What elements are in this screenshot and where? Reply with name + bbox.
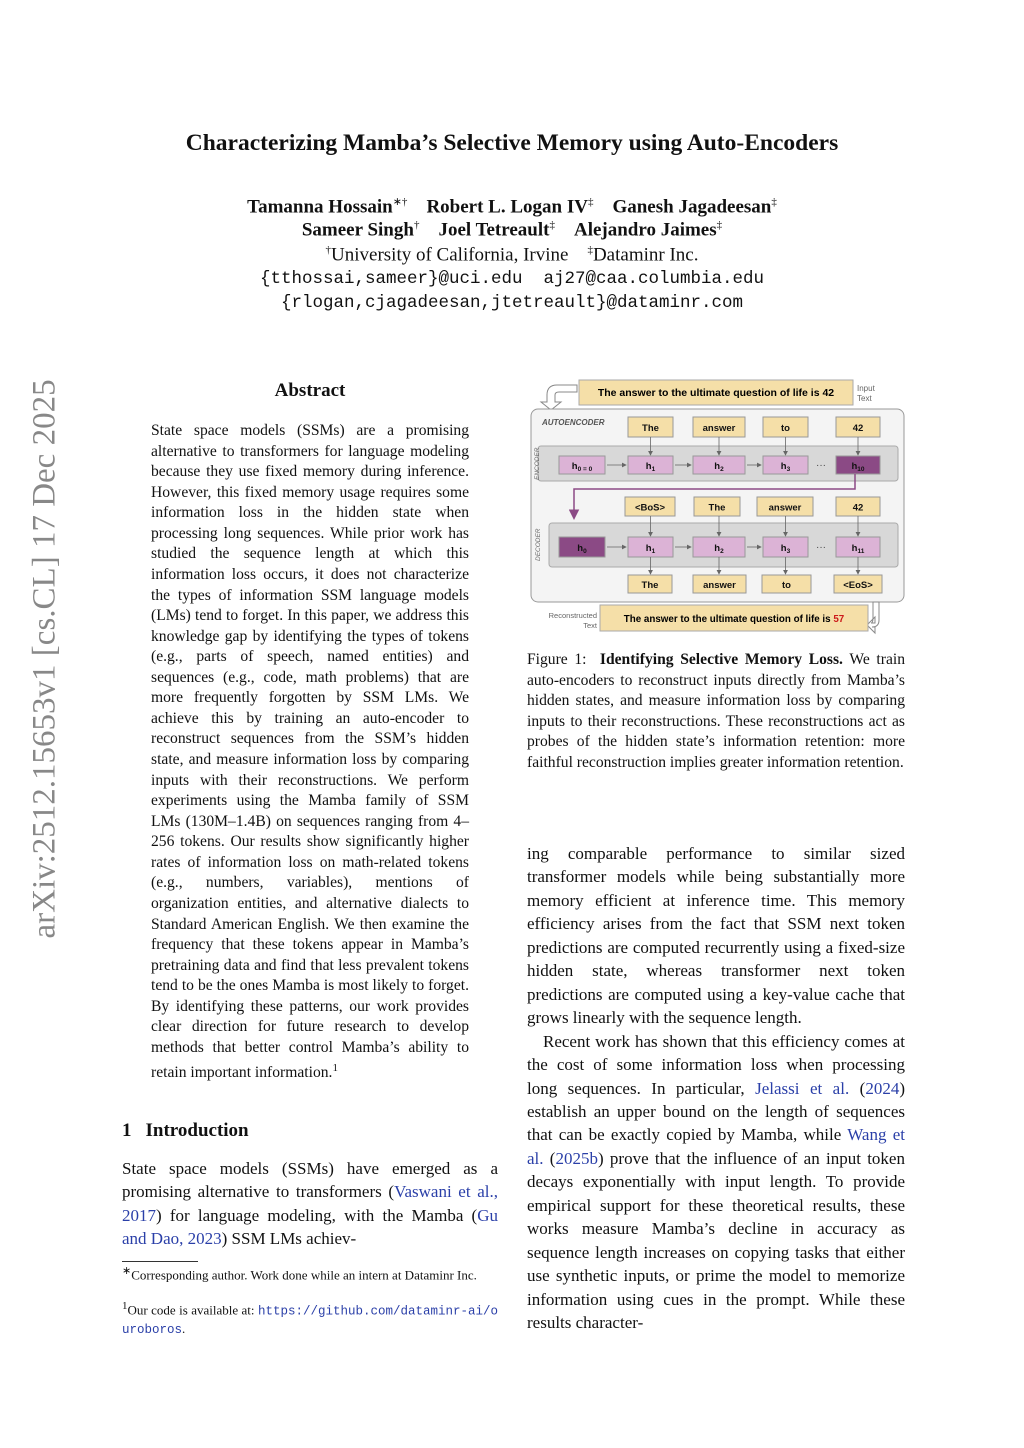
arxiv-identifier: arXiv:2512.15653v1 [cs.CL] 17 Dec 2025 [26,379,63,939]
code-link[interactable]: https://github.com/dataminr-ai/ouroboros [122,1304,498,1338]
reconstructed-label: Text [583,621,597,630]
footnote-2 [122,1298,498,1339]
text: Recent work has shown that this efficiency comes at the cost of some information loss when processing long sequences. In particular, [527,1031,905,1098]
footnote-mark: 1 [122,1300,128,1312]
emails-line-1 [0,269,1024,289]
decoder-output-token-label: to [782,580,791,591]
encoder-token-label: answer [702,423,736,434]
input-label: Text [857,394,872,403]
footnote-rule [122,1261,198,1262]
affiliation: Dataminr Inc. [592,244,699,266]
decoder-output-token-label: The [641,580,659,591]
citation-year-link[interactable]: 2025b [555,1148,598,1168]
decoder-input-token-label: <BoS> [634,502,666,514]
abstract-heading: Abstract [274,380,346,401]
emails-line-2 [0,293,1024,313]
section-title: Introduction [145,1120,249,1141]
abstract-body: State space models (SSMs) are a promising alternative to transformers for language modeling because they use fixed memory during inference. However, this fixed memory usage requires some information loss in the hidden state when processing long sequences. While prior work has studied the sequence length at which this information loss occurs, it does not characterize the types of information SSM language models (LMs) tend to forget. In this paper, we address this knowledge gap by identifying the types of tokens (e.g., parts of speech, named entities) and sequences (e.g., code, math problems) that are more frequently forgotten by SSM LMs. We achieve this by training an auto-encoder to reconstruct sequences from the SSM’s hidden state, and measure information loss by comparing inputs with their reconstructions. We perform experiments using the Mamba family of SSM LMs (130M–1.4B) on sequences ranging from 4–256 tokens. Our results show significantly higher rates of information loss on math-related tokens (e.g., numbers, variables), mentions of organization entities, and alternative dialects to Standard American English. We then examine the frequency that these tokens appear in Mamba’s pretraining data and find that less prevalent tokens tend to be the ones Mamba is most likely to forget. By identifying these patterns, our work provides clear direction for future research to develop methods that better control Mamba’s ability to retain important information. [151,422,469,1082]
decoder-input-token-label: The [708,502,726,514]
section-number: 1 [122,1120,132,1141]
citation-link[interactable]: Jelassi et al. [755,1078,850,1098]
affiliation: University of California, Irvine [331,244,569,266]
author: Ganesh Jagadeesan [612,196,772,218]
text: ) for language modeling, with the Mamba ( [156,1205,478,1225]
autoencoder-label: AUTOENCODER [542,418,605,427]
email: {rlogan,cjagadeesan,jtetreault}@dataminr.com [280,293,744,313]
caption-label: Figure 1: [527,651,587,668]
affiliation-mark: † [325,244,332,256]
email: aj27@caa.columbia.edu [543,269,765,289]
decoder-input-token-label: 42 [852,502,864,514]
citation-link[interactable]: Vaswani et al., 2017 [122,1182,498,1225]
author-mark: ‡ [771,196,777,208]
author-mark: ‡ [716,219,723,231]
author-mark: ‡ [587,196,594,208]
footnote-text: Our code is available at: [127,1302,258,1318]
footnote-text: Corresponding author. Work done while an intern at Dataminr Inc. [131,1267,477,1283]
reconstructed-text [624,614,845,625]
author: Alejandro Jaimes [573,219,717,241]
author-line-1 [0,195,1024,218]
figure-caption [527,650,905,774]
reconstructed-body: The answer to the ultimate question of life is [623,614,834,625]
encoder-token-label: 42 [852,423,864,434]
text: State space models (SSMs) have emerged as a promising alternative to transformers ( [122,1159,498,1202]
decoder-hidden-state-label: $h_{11}$ [851,543,865,555]
email: {tthossai,sameer}@uci.edu [259,269,523,289]
encoder-hidden-state-label: $h_{0 = 0}$ [571,461,593,473]
paragraph: Recent work has shown that this efficiency comes at the cost of some information loss when processing long sequences. In particular, Jelassi et al. (2024) establish an upper bound on the length of sequences that can be exactly copied by Mamba, while Wang et al. (2025b) prove that the influence of an input token decays exponentially with input length. To provide empirical support for these theoretical results, these works measure Mamba’s decline in accuracy as sequence length increases on copying tasks that either use synthetic inputs, or prime the model to memorize information using cues in the prompt. While these results character- [527,1031,906,1333]
encoder-hidden-state-label: $h_{10}$ [851,461,865,473]
decoder-hidden-state-label: $h_2$ [714,543,724,555]
input-label: Input [857,384,875,393]
abstract-text [151,421,469,1084]
decoder-hidden-state-label: $h_0$ [577,543,587,555]
author: Robert L. Logan IV [426,196,588,218]
section-heading-introduction [122,1120,263,1142]
figure-autoencoder-diagram [527,375,912,640]
citation-link[interactable]: Gu and Dao, 2023 [122,1205,498,1248]
paper-title: Characterizing Mamba’s Selective Memory using Auto-Encoders [185,130,839,156]
author-line-2 [0,219,1024,241]
reconstruction-error: 57 [833,614,845,625]
reconstructed-label: Reconstructed [548,611,597,620]
intro-paragraph [122,1157,498,1250]
curved-arrow-icon [541,385,577,410]
encoder-hidden-state-label: $h_3$ [780,461,791,473]
caption-text: We train auto-encoders to reconstruct inputs directly from Mamba’s hidden states, and measure information loss by comparing inputs to their reconstructions. These reconstructions act as probes of the hidden state’s information retention: more faithful reconstruction implies greater information retention. [527,651,906,771]
text: ) SSM LMs achiev- [221,1228,357,1248]
author: Joel Tetreault [438,219,550,241]
decoder-output-token-label: <EoS> [843,580,873,591]
citation-link[interactable]: Wang et al. [527,1125,906,1168]
encoder-hidden-state-label: $h_1$ [645,461,656,473]
paragraph: ing comparable performance to similar sized transformer models while being substantially more memory efficient at inference time. This memory efficiency arises from the fact that SSM next token predictions are computed recurrently using a fixed-size hidden state, whereas transformer next token predictions are computed using a key-value cache that grows linearly with the sequence length. [527,844,905,1028]
footnote-text: . [182,1321,186,1337]
author: Sameer Singh [301,219,414,241]
text: prove that the influence of an input token decays exponentially with input length. To provide empirical support for these theoretical results, these works measure Mamba’s decline in accuracy as sequence length increases on copying tasks that either use synthetic inputs, or prime the model to memorize information using cues in the prompt. While these results character- [527,1148,905,1333]
text: establish an upper bound on the length of sequences that can be exactly copied by Mamba, while [527,1101,905,1145]
ellipsis: ··· [816,542,826,553]
input-text: The answer to the ultimate question of life is 42 [597,387,835,399]
author-mark: ∗† [392,196,408,208]
caption-title: Identifying Selective Memory Loss. [599,651,843,668]
ellipsis: ··· [816,460,826,471]
footnote-ref[interactable]: 1 [332,1062,338,1075]
decoder-label: DECODER [535,528,542,561]
right-column-text [527,842,905,1335]
encoder-label: ENCODER [534,447,541,480]
affiliations [0,244,1024,266]
author: Tamanna Hossain [247,196,393,218]
author-mark: † [413,219,420,231]
author-mark: ‡ [549,219,555,231]
footnote-mark: ∗ [122,1265,132,1277]
decoder-output-token-label: answer [703,580,736,591]
decoder-input-token-label: answer [768,502,802,514]
citation-year-link[interactable]: 2024 [865,1078,900,1098]
curved-arrow-icon [867,602,879,633]
footnote-1 [122,1263,498,1283]
encoder-token-label: to [781,423,790,434]
affiliation-mark: ‡ [587,244,593,256]
decoder-hidden-state-label: $h_1$ [645,543,656,555]
decoder-hidden-state-label: $h_3$ [780,543,791,555]
encoder-token-label: The [642,423,659,434]
encoder-hidden-state-label: $h_2$ [714,461,724,473]
